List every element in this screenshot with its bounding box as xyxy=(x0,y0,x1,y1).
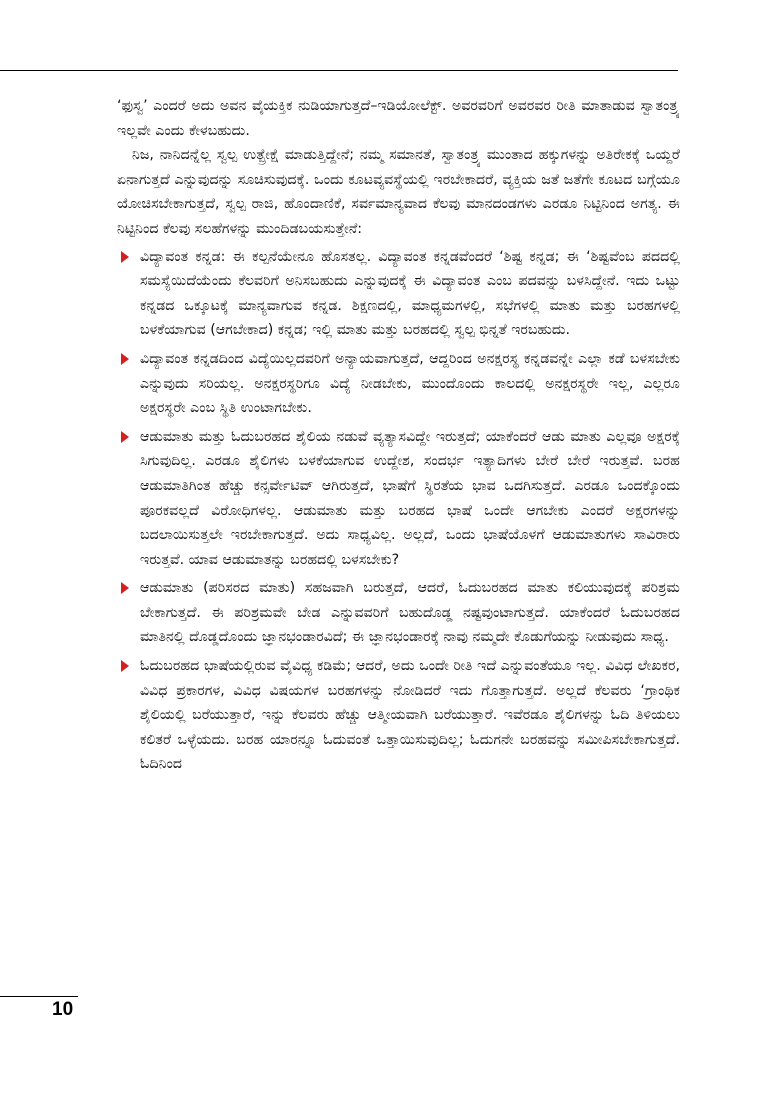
bullet-text: ಓದುಬರಹದ ಭಾಷೆಯಲ್ಲಿರುವ ವೈವಿಧ್ಯ ಕಡಿಮೆ; ಆದರೆ, ಅದು ಒಂದೇ ರೀತಿ ಇದೆ ಎನ್ನುವಂತೆಯೂ ಇಲ್ಲ. ವಿವಿಧ ಲೇಖಕರ, ವಿವಿಧ ಪ್ರಕಾರಗಳ, ವಿವಿಧ ವಿಷಯಗಳ ಬರಹಗಳನ್ನು ನೋಡಿದರೆ ಇದು ಗೊತ್ತಾಗುತ್ತದೆ. ಅಲ್ಲದೆ ಕೆಲವರು ‘ಗ್ರಾಂಥಿಕ ಶೈಲಿಯಲ್ಲಿ ಬರೆಯುತ್ತಾರೆ, ಇನ್ನು ಕೆಲವರು ಹೆಚ್ಚು ಆತ್ಮೀಯವಾಗಿ ಬರೆಯುತ್ತಾರೆ. ಇವೆರಡೂ ಶೈಲಿಗಳನ್ನು ಓದಿ ತಿಳಿಯಲು ಕಲಿತರೆ ಒಳ್ಳೆಯದು. ಬರಹ ಯಾರನ್ನೂ ಓದುವಂತೆ ಒತ್ತಾಯಿಸುವುದಿಲ್ಲ; ಓದುಗನೇ ಬರಹವನ್ನು ಸಮೀಪಿಸಬೇಕಾಗುತ್ತದೆ. ಓದಿನಿಂದ xyxy=(140,658,680,773)
header-rule xyxy=(0,70,678,71)
bullet-item xyxy=(117,347,680,421)
bullet-text: ವಿದ್ಯಾವಂತ ಕನ್ನಡದಿಂದ ವಿದ್ಯೆಯಿಲ್ಲದವರಿಗೆ ಅನ್ಯಾಯವಾಗುತ್ತದೆ, ಆದ್ದರಿಂದ ಅನಕ್ಷರಸ್ಥ ಕನ್ನಡವನ್ನೇ ಎಲ್ಲಾ ಕಡೆ ಬಳಸಬೇಕು ಎನ್ನುವುದು ಸರಿಯಲ್ಲ. ಅನಕ್ಷರಸ್ಥರಿಗೂ ವಿದ್ಯೆ ನೀಡಬೇಕು, ಮುಂದೊಂದು ಕಾಲದಲ್ಲಿ ಅನಕ್ಷರಸ್ಥರೇ ಇಲ್ಲ, ಎಲ್ಲರೂ ಅಕ್ಷರಸ್ಥರೇ ಎಂಬ ಸ್ಥಿತಿ ಉಂಟಾಗಬೇಕು. xyxy=(140,350,680,417)
page-number: 10 xyxy=(52,999,74,1020)
bullet-list xyxy=(117,245,680,777)
bullet-text: ಆಡುಮಾತು ಮತ್ತು ಓದುಬರಹದ ಶೈಲಿಯ ನಡುವೆ ವ್ಯತ್ಯಾಸವಿದ್ದೇ ಇರುತ್ತದೆ; ಯಾಕೆಂದರೆ ಆಡು ಮಾತು ಎಲ್ಲವೂ ಅಕ್ಷರಕ್ಕೆ ಸಿಗುವುದಿಲ್ಲ. ಎರಡೂ ಶೈಲಿಗಳು ಬಳಕೆಯಾಗುವ ಉದ್ದೇಶ, ಸಂದರ್ಭ ಇತ್ಯಾದಿಗಳು ಬೇರೆ ಬೇರೆ ಇರುತ್ತವೆ. ಬರಹ ಆಡುಮಾತಿಗಿಂತ ಹೆಚ್ಚು ಕನ್ಸರ್ವೇಟಿವ್ ಆಗಿರುತ್ತದೆ, ಭಾಷೆಗೆ ಸ್ಥಿರತೆಯ ಭಾವ ಒದಗಿಸುತ್ತದೆ. ಎರಡೂ ಒಂದಕ್ಕೊಂದು ಪೂರಕವಲ್ಲದೆ ವಿರೋಧಿಗಳಲ್ಲ. ಆಡುಮಾತು ಮತ್ತು ಬರಹದ ಭಾಷೆ ಒಂದೇ ಆಗಬೇಕು ಎಂದರೆ ಅಕ್ಷರಗಳನ್ನು ಬದಲಾಯಿಸುತ್ತಲೇ ಇರಬೇಕಾಗುತ್ತದೆ. ಅದು ಸಾಧ್ಯವಿಲ್ಲ. ಅಲ್ಲದೆ, ಒಂದು ಭಾಷೆಯೊಳಗೆ ಆಡುಮಾತುಗಳು ಸಾವಿರಾರು ಇರುತ್ತವೆ. ಯಾವ ಆಡುಮಾತನ್ನು ಬರಹದಲ್ಲಿ ಬಳಸಬೇಕು? xyxy=(140,428,680,568)
page-body xyxy=(117,94,680,781)
bullet-item xyxy=(117,245,680,343)
paragraph-1: ‘ಫುಸ್ವ’ ಎಂದರೆ ಅದು ಅವನ ವೈಯಕ್ತಿಕ ನುಡಿಯಾಗುತ್ತದೆ–ಇಡಿಯೋಲೆಕ್ಟ್. ಅವರವರಿಗೆ ಅವರವರ ರೀತಿ ಮಾತಾಡುವ ಸ್ವಾತಂತ್ರ್ಯ ಇಲ್ಲವೇ ಎಂದು ಕೇಳಬಹುದು. xyxy=(117,98,680,139)
paragraph-2: ನಿಜ, ನಾನಿದನ್ನೆಲ್ಲ ಸ್ವಲ್ಪ ಉತ್ಪ್ರೇಕ್ಷೆ ಮಾಡುತ್ತಿದ್ದೇನೆ; ನಮ್ಮ ಸಮಾನತೆ, ಸ್ವಾತಂತ್ರ್ಯ ಮುಂತಾದ ಹಕ್ಕುಗಳನ್ನು ಅತಿರೇಕಕ್ಕೆ ಒಯ್ದರೆ ಏನಾಗುತ್ತದೆ ಎನ್ನುವುದನ್ನು ಸೂಚಿಸುವುದಕ್ಕೆ. ಒಂದು ಕೂಟವ್ಯವಸ್ಥೆಯಲ್ಲಿ ಇರಬೇಕಾದರೆ, ವ್ಯಕ್ತಿಯ ಜತೆ ಜತೆಗೇ ಕೂಟದ ಬಗ್ಗೆಯೂ ಯೋಚಿಸಬೇಕಾಗುತ್ತದೆ, ಸ್ವಲ್ಪ ರಾಜಿ, ಹೊಂದಾಣಿಕೆ, ಸರ್ವಮಾನ್ಯವಾದ ಕೆಲವು ಮಾನದಂಡಗಳು ಎರಡೂ ನಿಟ್ಟಿನಿಂದ ಅಗತ್ಯ. ಈ ನಿಟ್ಟಿನಿಂದ ಕೆಲವು ಸಲಹೆಗಳನ್ನು ಮುಂದಿಡಬಯಸುತ್ತೇನೆ: xyxy=(117,147,680,237)
triangle-bullet-icon xyxy=(121,660,129,672)
bullet-text: ಆಡುಮಾತು (ಪರಿಸರದ ಮಾತು) ಸಹಜವಾಗಿ ಬರುತ್ತದೆ, ಆದರೆ, ಓದುಬರಹದ ಮಾತು ಕಲಿಯುವುದಕ್ಕೆ ಪರಿಶ್ರಮ ಬೇಕಾಗುತ್ತದೆ. ಈ ಪರಿಶ್ರಮವೇ ಬೇಡ ಎನ್ನುವವರಿಗೆ ಬಹುದೊಡ್ಡ ನಷ್ಟವುಂಟಾಗುತ್ತದೆ. ಯಾಕೆಂದರೆ ಓದುಬರಹದ ಮಾತಿನಲ್ಲಿ ದೊಡ್ಡದೊಂದು ಜ್ಞಾನಭಂಡಾರವಿದೆ; ಈ ಜ್ಞಾನಭಂಡಾರಕ್ಕೆ ನಾವು ನಮ್ಮದೇ ಕೊಡುಗೆಯನ್ನು ನೀಡುವುದು ಸಾಧ್ಯ. xyxy=(140,580,680,646)
triangle-bullet-icon xyxy=(121,251,129,263)
bullet-item xyxy=(117,654,680,777)
bullet-item xyxy=(117,425,680,573)
bullet-item xyxy=(117,576,680,650)
triangle-bullet-icon xyxy=(121,353,129,365)
bullet-text: ವಿದ್ಯಾವಂತ ಕನ್ನಡ: ಈ ಕಲ್ಪನೆಯೇನೂ ಹೊಸತಲ್ಲ. ವಿದ್ಯಾವಂತ ಕನ್ನಡವೆಂದರೆ ‘ಶಿಷ್ಟ ಕನ್ನಡ; ಈ ‘ಶಿಷ್ಟವೆಂಬ ಪದದಲ್ಲಿ ಸಮಸ್ಯೆಯಿದೆಯೆಂದು ಕೆಲವರಿಗೆ ಅನಿಸಬಹುದು ಎನ್ನುವುದಕ್ಕೆ ಈ ವಿದ್ಯಾವಂತ ಎಂಬ ಪದವನ್ನು ಬಳಸಿದ್ದೇನೆ. ಇದು ಒಟ್ಟು ಕನ್ನಡದ ಒಕ್ಕೂಟಕ್ಕೆ ಮಾನ್ಯವಾಗುವ ಕನ್ನಡ. ಶಿಕ್ಷಣದಲ್ಲಿ, ಮಾಧ್ಯಮಗಳಲ್ಲಿ, ಸಭೆಗಳಲ್ಲಿ ಮಾತು ಮತ್ತು ಬರಹಗಳಲ್ಲಿ ಬಳಕೆಯಾಗುವ (ಆಗಬೇಕಾದ) ಕನ್ನಡ; ಇಲ್ಲಿ ಮಾತು ಮತ್ತು ಬರಹದಲ್ಲಿ ಸ್ವಲ್ಪ ಭಿನ್ನತೆ ಇರಬಹುದು. xyxy=(140,248,680,339)
triangle-bullet-icon xyxy=(121,582,129,594)
triangle-bullet-icon xyxy=(121,431,129,443)
footer-rule xyxy=(0,996,78,997)
